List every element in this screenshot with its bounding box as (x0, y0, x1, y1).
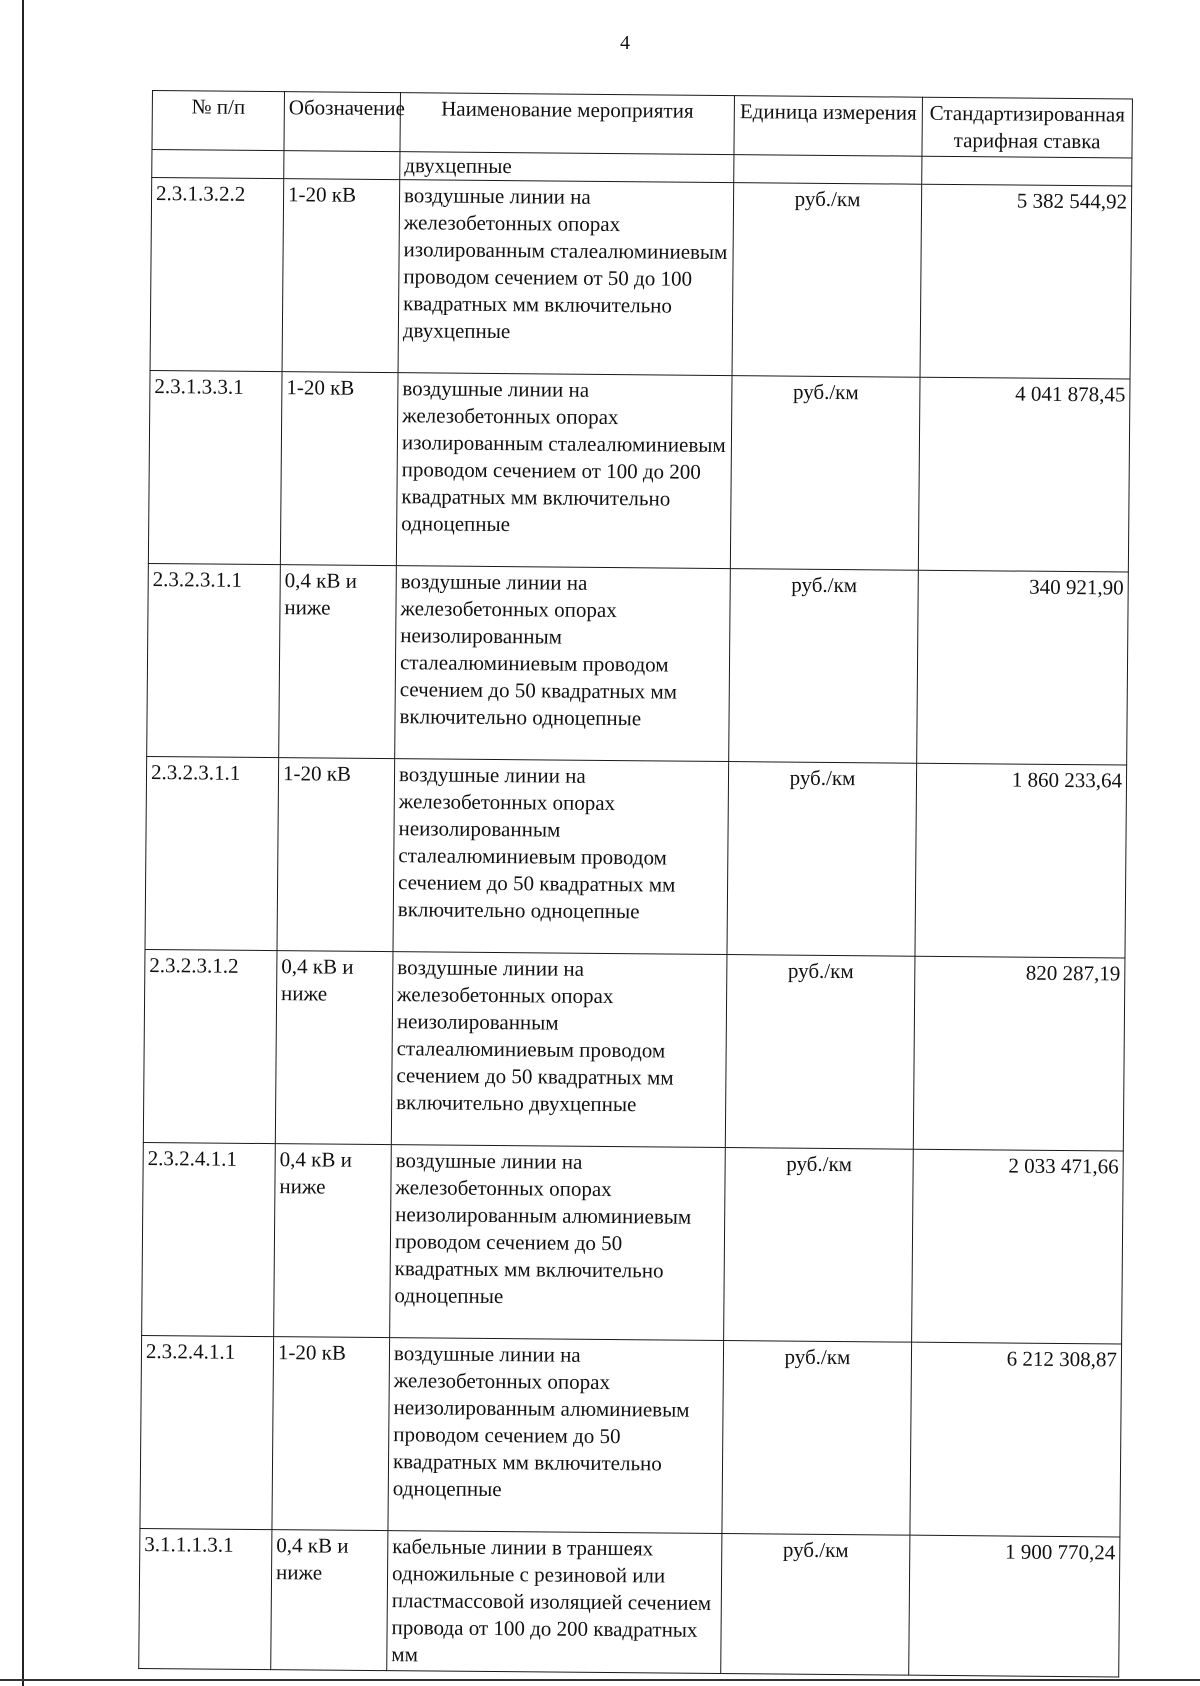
table-row (139, 1528, 1120, 1677)
cell-code: 0,4 кВ и ниже (274, 1144, 392, 1338)
header-num: № п/п (152, 91, 285, 151)
table-row (142, 1142, 1124, 1344)
cell-unit: руб./км (729, 569, 919, 764)
table-row (143, 949, 1125, 1151)
header-unit: Единица измерения (734, 96, 923, 157)
cell-code: 0,4 кВ и ниже (275, 951, 393, 1145)
cell-num: 2.3.2.3.1.2 (143, 949, 277, 1143)
cell-unit: руб./км (730, 376, 920, 571)
cell-num: 2.3.2.3.1.1 (145, 756, 279, 950)
cell-code: 1-20 кВ (277, 758, 395, 952)
cell-name: воздушные линии на железобетонных опорах неизолированным алюминиевым проводом сечением до 50 квадратных мм включительно одноцепные (390, 1145, 726, 1341)
cell-rate: 2 033 471,66 (912, 1149, 1124, 1344)
cell-code: 0,4 кВ и ниже (271, 1530, 388, 1671)
table-row (140, 1335, 1122, 1537)
header-code: Обозначение (284, 92, 401, 152)
cell-name: воздушные линии на железобетонных опорах изолированным сталеалюминиевым проводом сечением от 50 до 100 квадратных мм включительно двухцепные (398, 180, 734, 376)
scan-bottom-edge (0, 1679, 1200, 1681)
header-rate: Стандартизированная тарифная ставка (922, 97, 1133, 158)
cell-rate: 5 382 544,92 (920, 184, 1132, 379)
cell-unit: руб./км (724, 1148, 914, 1343)
cell-name: кабельные линии в траншеях одножильные с резиновой или пластмассовой изоляцией сечением провода от 100 до 200 квадратных мм (387, 1531, 722, 1674)
cell-unit (734, 155, 922, 185)
cell-num: 2.3.2.4.1.1 (140, 1335, 274, 1529)
table-row (148, 370, 1130, 572)
cell-num (152, 150, 284, 179)
cell-num: 2.3.1.3.2.2 (150, 178, 284, 372)
table-row (145, 756, 1127, 958)
cell-rate: 4 041 878,45 (918, 377, 1130, 572)
table-row (150, 178, 1132, 380)
cell-name: воздушные линии на железобетонных опорах неизолированным сталеалюминиевым проводом сечением до 50 квадратных мм включительно двухцепные (391, 952, 727, 1148)
cell-rate: 6 212 308,87 (910, 1342, 1122, 1537)
cell-unit: руб./км (727, 762, 917, 957)
cell-rate: 1 860 233,64 (915, 763, 1127, 958)
cell-num: 3.1.1.1.3.1 (139, 1528, 272, 1669)
cell-unit: руб./км (722, 1341, 912, 1536)
tariff-table (138, 90, 1133, 1678)
cell-rate (922, 156, 1132, 186)
cell-unit: руб./км (732, 183, 922, 378)
page-number: 4 (620, 32, 630, 54)
cell-unit: руб./км (725, 955, 915, 1150)
cell-rate: 820 287,19 (913, 956, 1125, 1151)
scan-left-edge (22, 0, 24, 1686)
cell-name: воздушные линии на железобетонных опорах неизолированным сталеалюминиевым проводом сечением до 50 квадратных мм включительно одноцепные (395, 566, 731, 762)
header-name: Наименование мероприятия (400, 93, 735, 155)
cell-code: 0,4 кВ и ниже (279, 565, 397, 759)
cell-rate: 340 921,90 (917, 570, 1129, 765)
cell-name: воздушные линии на железобетонных опорах неизолированным алюминиевым проводом сечением до 50 квадратных мм включительно одноцепные (388, 1338, 724, 1534)
cell-unit: руб./км (721, 1534, 910, 1676)
cell-name: воздушные линии на железобетонных опорах неизолированным сталеалюминиевым проводом сечением до 50 квадратных мм включительно одноцепные (393, 759, 729, 955)
cell-code (284, 151, 400, 180)
table-row (147, 563, 1129, 765)
cell-num: 2.3.1.3.3.1 (148, 370, 282, 564)
cell-rate: 1 900 770,24 (909, 1535, 1120, 1677)
cell-code: 1-20 кВ (280, 372, 398, 566)
cell-code: 1-20 кВ (282, 179, 400, 373)
table-header-row (152, 91, 1132, 159)
cell-num: 2.3.2.3.1.1 (147, 563, 281, 757)
cell-num: 2.3.2.4.1.1 (142, 1142, 276, 1336)
cell-name: воздушные линии на железобетонных опорах изолированным сталеалюминиевым проводом сечением от 100 до 200 квадратных мм включительно одноцепные (396, 373, 732, 569)
cell-name: двухцепные (400, 152, 734, 183)
cell-code: 1-20 кВ (272, 1337, 390, 1531)
